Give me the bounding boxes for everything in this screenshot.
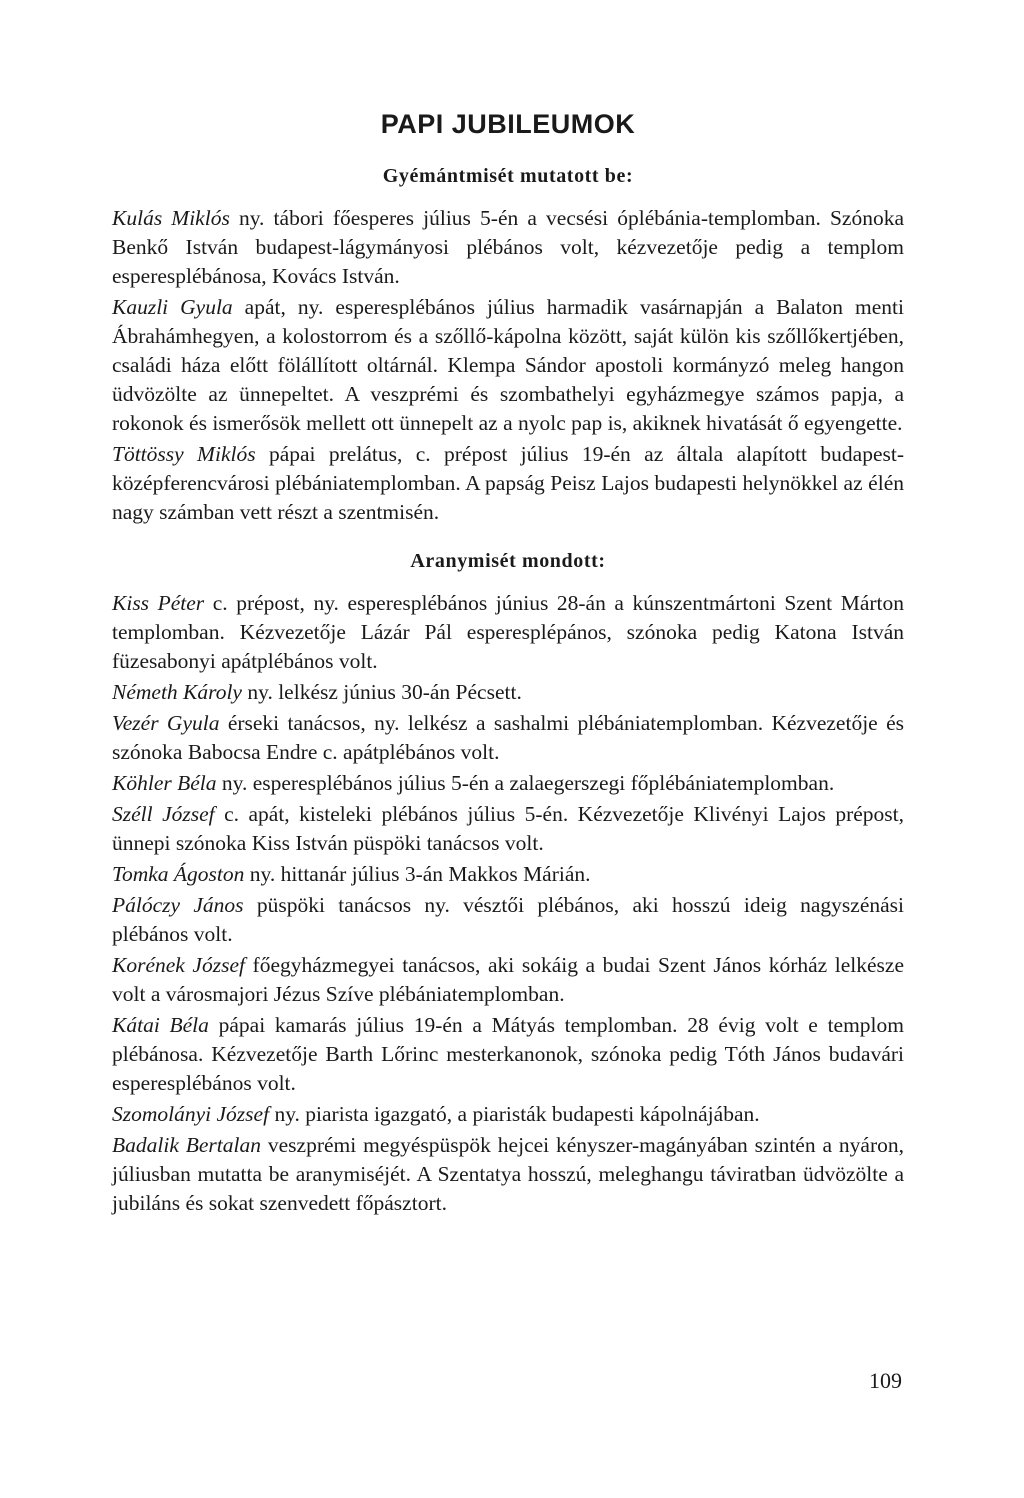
entry-korenek-jozsef <box>112 951 904 1009</box>
entry-name: Pálóczy János <box>112 893 244 917</box>
entry-paloczy-janos <box>112 891 904 949</box>
section-heading-golden-mass: Aranymisét mondott: <box>410 550 606 572</box>
entry-kauzli-gyula <box>112 293 904 438</box>
entry-nemeth-karoly <box>112 678 904 707</box>
entry-name: Széll József <box>112 802 215 826</box>
entry-name: Szomolányi József <box>112 1102 270 1126</box>
entry-kohler-bela <box>112 769 904 798</box>
entry-name: Kulás Miklós <box>112 206 230 230</box>
entry-text: c. prépost, ny. esperesplébános június 28-án a kúnszentmártoni Szent Márton templomban. Kézvezetője Lázár Pál esperesplépános, szónoka pedig Katona István füzesabonyi apátplébános volt. <box>112 591 904 673</box>
entry-text: érseki tanácsos, ny. lelkész a sashalmi plébániatemplomban. Kézvezetője és szónoka Babocsa Endre c. apátplébános volt. <box>112 711 904 764</box>
entry-name: Németh Károly <box>112 680 242 704</box>
entry-name: Köhler Béla <box>112 771 217 795</box>
section-diamond-mass-entries <box>112 204 904 527</box>
entry-name: Kátai Béla <box>112 1013 209 1037</box>
document-page <box>112 96 904 1218</box>
entry-tomka-agoston <box>112 860 904 889</box>
entry-szell-jozsef <box>112 800 904 858</box>
entry-kulas-miklos <box>112 204 904 291</box>
entry-text: veszprémi megyéspüspök hejcei kényszer-magányában szintén a nyáron, júliusban mutatta be aranymiséjét. A Szentatya hosszú, meleghangu táviratban üdvözölte a jubiláns és sokat szenvedett főpásztort. <box>112 1133 904 1215</box>
entry-text: pápai kamarás július 19-én a Mátyás templomban. 28 évig volt e templom plébánosa. Kézvezetője Barth Lőrinc mesterkanonok, szónoka pedig Tóth János budavári esperesplébános volt. <box>112 1013 905 1095</box>
entry-badalik-bertalan <box>112 1131 904 1218</box>
page-number: 109 <box>869 1368 902 1393</box>
entry-vezer-gyula <box>112 709 904 767</box>
page-title: PAPI JUBILEUMOK <box>380 109 636 139</box>
entry-name: Vezér Gyula <box>112 711 220 735</box>
entry-text: ny. hittanár július 3-án Makkos Márián. <box>244 862 591 886</box>
entry-text: apát, ny. esperesplébános július harmadik vasárnapján a Balaton menti Ábrahámhegyen, a kolostorrom és a szőllő-kápolna között, saját külön kis szőllőkertjében, családi háza előtt fölállított oltárnál. Klempa Sándor apostoli kormányzó meleg hangon üdvözölte az ünnepeltet. A veszprémi és szombathelyi egyházmegye számos papja, a rokonok és ismerősök mellett ott ünnepelt az a nyolc pap is, akiknek hivatását ő egyengette. <box>112 295 904 435</box>
section-golden-mass-entries <box>112 589 904 1218</box>
entry-name: Tomka Ágoston <box>112 862 245 886</box>
entry-name: Kiss Péter <box>112 591 205 615</box>
entry-name: Korének József <box>112 953 245 977</box>
entry-text: ny. esperesplébános július 5-én a zalaegerszegi főplébániatemplomban. <box>216 771 835 795</box>
entry-szomolanyi-jozsef <box>112 1100 904 1129</box>
entry-name: Kauzli Gyula <box>112 295 233 319</box>
entry-name: Badalik Bertalan <box>112 1133 261 1157</box>
entry-katai-bela <box>112 1011 904 1098</box>
entry-tottossy-miklos <box>112 440 904 527</box>
entry-name: Töttössy Miklós <box>112 442 256 466</box>
entry-kiss-peter <box>112 589 904 676</box>
entry-text: főegyházmegyei tanácsos, aki sokáig a budai Szent János kórház lelkésze volt a városmajori Jézus Szíve plébániatemplomban. <box>112 953 904 1006</box>
entry-text: ny. lelkész június 30-án Pécsett. <box>241 680 522 704</box>
entry-text: püspöki tanácsos ny. vésztői plébános, aki hosszú ideig nagyszénási plébános volt. <box>112 893 905 946</box>
section-heading-diamond-mass: Gyémántmisét mutatott be: <box>382 165 634 187</box>
entry-text: c. apát, kisteleki plébános július 5-én. Kézvezetője Klivényi Lajos prépost, ünnepi szónoka Kiss István püspöki tanácsos volt. <box>112 802 904 855</box>
entry-text: ny. piarista igazgató, a piaristák budapesti kápolnájában. <box>269 1102 760 1126</box>
entry-text: ny. tábori főesperes július 5-én a vecsési óplébánia-templomban. Szónoka Benkő István budapest-lágymányosi plébános volt, kézvezetője pedig a templom esperesplébánosa, Kovács István. <box>112 206 904 288</box>
entry-text: pápai prelátus, c. prépost július 19-én az általa alapított budapest-középferencvárosi plébániatemplomban. A papság Peisz Lajos budapesti helynökkel az élén nagy számban vett részt a szentmisén. <box>112 442 904 524</box>
